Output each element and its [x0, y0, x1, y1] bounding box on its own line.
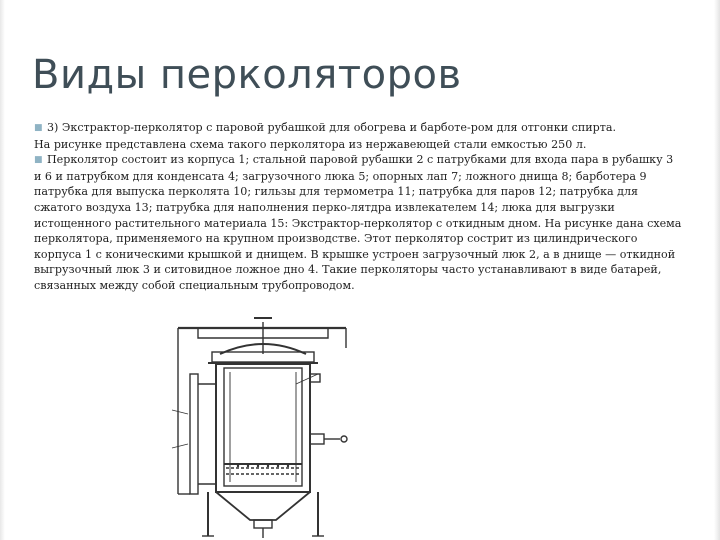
slide-edge-left — [0, 0, 5, 540]
slide-title: Виды перколяторов — [32, 52, 462, 98]
bullet-icon: ■ — [34, 123, 43, 133]
slide-edge-right — [714, 0, 720, 540]
paragraph-2-text: На рисунке представлена схема такого перколятора из нержавеющей стали емкостью 250 л. — [34, 137, 587, 151]
paragraph-3 — [34, 152, 684, 293]
paragraph-1 — [34, 120, 684, 137]
bullet-icon: ■ — [34, 155, 43, 166]
paragraph-1-text: 3) Экстрактор-перколятор с паровой рубашкой для обогрева и барботе-ром для отгонки спирта. — [47, 121, 617, 134]
percolator-diagram-icon — [168, 314, 358, 540]
slide-body — [34, 120, 684, 294]
paragraph-3-text: Перколятор состоит из корпуса 1; стальной паровой рубашки 2 с патрубками для входа пара в рубашку 3 и 6 и патрубком для конденсата 4; загрузочного люка 5; опорных лап 7; ложного днища 8; барботера 9 патрубка для выпуска перколята 10; гильзы для термометра 11; патрубка для паров 12; патрубка для сжатого воздуха 13; патрубка для наполнения перко-лятдра извлекателем 14; люка для выгрузки истощенного растительного материала 15: Экстрактор-перколятор с откидным дном. На рисунке дана схема перколятора, применяемого на крупном производстве. Этот перколятор сострит из цилиндрического корпуса 1 с коническими крышкой и днищем. В крышке устроен загрузочный люк 2, а в днище — откидной выгрузочный люк 3 и ситовидное ложное дно 4. Такие перколяторы часто устанавливают в виде батарей, связанных между собой специальным трубопроводом. — [34, 153, 682, 292]
paragraph-2 — [34, 137, 684, 153]
